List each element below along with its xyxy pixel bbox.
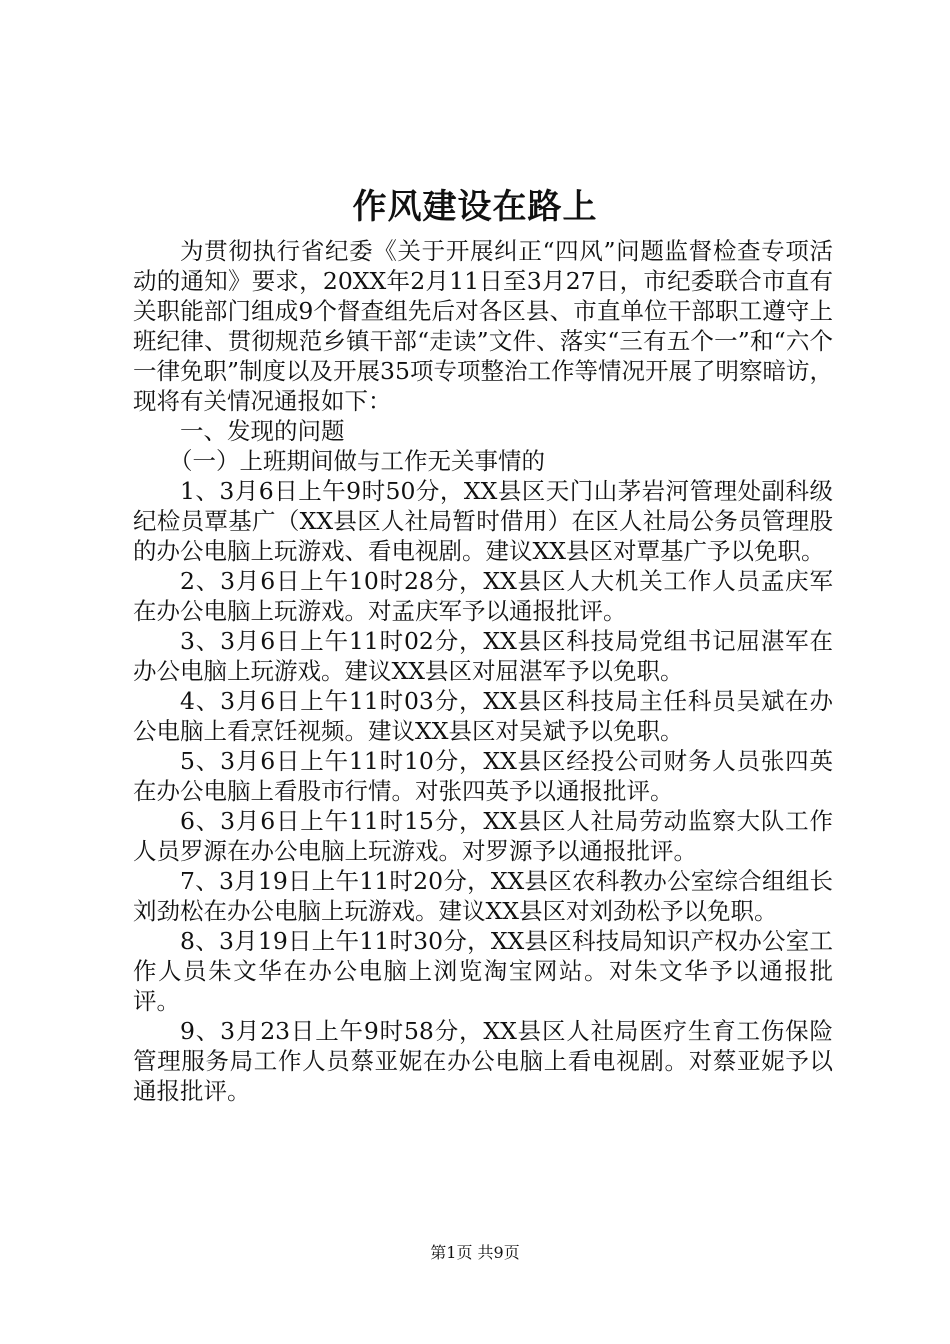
- section-heading: 一、发现的问题: [180, 417, 345, 445]
- document-title: 作风建设在路上: [352, 187, 598, 227]
- page-number-footer: 第1页 共9页: [430, 1243, 520, 1262]
- list-item: 7、3月19日上午11时20分，XX县区农科教办公室综合组组长刘劲松在办公电脑上玩游戏。建议XX县区对刘劲松予以免职。: [133, 867, 833, 925]
- list-item: 1、3月6日上午9时50分，XX县区天门山茅岩河管理处副科级纪检员覃基广（XX县区人社局暂时借用）在区人社局公务员管理股的办公电脑上玩游戏、看电视剧。建议XX县区对覃基广予以免职。: [133, 477, 833, 565]
- subsection-heading: （一）上班期间做与工作无关事情的: [169, 447, 545, 475]
- list-item: 4、3月6日上午11时03分，XX县区科技局主任科员吴斌在办公电脑上看烹饪视频。建议XX县区对吴斌予以免职。: [133, 687, 833, 745]
- list-item: 3、3月6日上午11时02分，XX县区科技局党组书记屈湛军在办公电脑上玩游戏。建议XX县区对屈湛军予以免职。: [133, 627, 833, 685]
- document-body: [133, 236, 833, 1106]
- list-item: 5、3月6日上午11时10分，XX县区经投公司财务人员张四英在办公电脑上看股市行情。对张四英予以通报批评。: [133, 747, 833, 805]
- list-item: 9、3月23日上午9时58分，XX县区人社局医疗生育工伤保险管理服务局工作人员蔡亚妮在办公电脑上看电视剧。对蔡亚妮予以通报批评。: [133, 1017, 833, 1105]
- intro-paragraph: 为贯彻执行省纪委《关于开展纠正“四风”问题监督检查专项活动的通知》要求，20XX年2月11日至3月27日，市纪委联合市直有关职能部门组成9个督查组先后对各区县、市直单位干部职工遵守上班纪律、贯彻规范乡镇干部“走读”文件、落实“三有五个一”和“六个一律免职”制度以及开展35项专项整治工作等情况开展了明察暗访，现将有关情况通报如下：: [133, 237, 833, 415]
- list-item: 8、3月19日上午11时30分，XX县区科技局知识产权办公室工作人员朱文华在办公电脑上浏览淘宝网站。对朱文华予以通报批评。: [133, 927, 833, 1015]
- list-item: 6、3月6日上午11时15分，XX县区人社局劳动监察大队工作人员罗源在办公电脑上玩游戏。对罗源予以通报批评。: [133, 807, 833, 865]
- list-item: 2、3月6日上午10时28分，XX县区人大机关工作人员孟庆军在办公电脑上玩游戏。对孟庆军予以通报批评。: [133, 567, 833, 625]
